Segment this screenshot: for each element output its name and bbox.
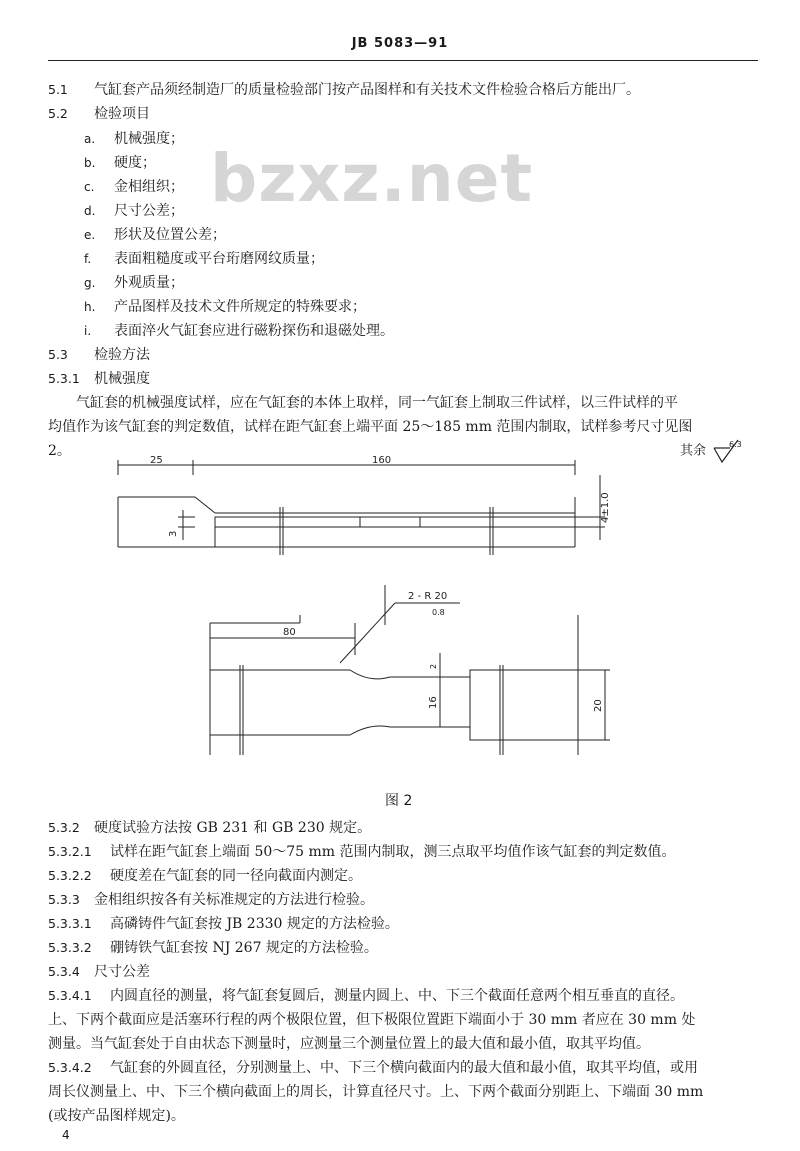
roughness-label: 其余 xyxy=(680,443,707,459)
dim-radius: 2 - R 20 xyxy=(408,591,448,602)
paragraph-line: 周长仪测量上、中、下三个横向截面上的周长，计算直径尺寸。上、下两个截面分别距上、下端面 30 mm xyxy=(48,1084,704,1100)
section-5-2 xyxy=(48,104,150,124)
list-item: i. 表面淬火气缸套应进行磁粉探伤和退磁处理。 xyxy=(84,323,394,339)
list-item: c. 金相组织； xyxy=(84,179,184,195)
dim-3: 3 xyxy=(168,530,179,537)
list-item: d. 尺寸公差； xyxy=(84,203,184,219)
paragraph-line: 气缸套的机械强度试样，应在气缸套的本体上取样，同一气缸套上制取三件试样，以三件试样的平 xyxy=(76,395,678,411)
list-item: f. 表面粗糙度或平台珩磨网纹质量； xyxy=(84,251,324,267)
page-number: 4 xyxy=(62,1128,70,1142)
section-5-3-2-2: 5.3.2.2 硬度差在气缸套的同一径向截面内测定。 xyxy=(48,868,362,884)
paragraph-line: (或按产品图样规定)。 xyxy=(48,1108,185,1124)
section-5-1 xyxy=(48,80,640,100)
section-5-3-4: 5.3.4 尺寸公差 xyxy=(48,964,150,980)
section-5-3-3: 5.3.3 金相组织按各有关标准规定的方法进行检验。 xyxy=(48,892,374,908)
dim-160: 160 xyxy=(372,455,392,466)
section-number: 5.2 xyxy=(48,106,68,121)
dim-25: 25 xyxy=(150,455,163,466)
roughness-value: 6.3 xyxy=(729,440,742,449)
section-5-3-3-2: 5.3.3.2 硼铸铁气缸套按 NJ 267 规定的方法检验。 xyxy=(48,940,378,956)
section-number: 5.3.1 xyxy=(48,371,80,386)
dim-20: 20 xyxy=(593,699,604,712)
list-item: g. 外观质量； xyxy=(84,275,184,291)
watermark: bzxz.net xyxy=(210,140,534,217)
dim-16: 16 xyxy=(428,696,439,709)
section-title: 检验方法 xyxy=(94,347,150,363)
figure-2-drawing xyxy=(0,455,800,795)
list-item: b. 硬度； xyxy=(84,155,156,171)
section-5-3 xyxy=(48,345,150,365)
dim-0-8: 0.8 xyxy=(432,608,445,617)
paragraph-line: 测量。当气缸套处于自由状态下测量时，应测量三个测量位置上的最大值和最小值，取其平均值。 xyxy=(48,1036,650,1052)
header-rule xyxy=(48,60,758,61)
standard-number-header: JB 5083—91 xyxy=(351,36,449,51)
list-item: e. 形状及位置公差； xyxy=(84,227,226,243)
section-number: 5.3 xyxy=(48,347,68,362)
section-5-3-2: 5.3.2 硬度试验方法按 GB 231 和 GB 230 规定。 xyxy=(48,820,372,836)
dim-thickness: 4±1.0 xyxy=(600,492,611,523)
dim-2: 2 xyxy=(429,663,438,669)
section-5-3-4-1: 5.3.4.1 内圆直径的测量，将气缸套复圆后，测量内圆上、中、下三个截面任意两个相互垂直的直径。 xyxy=(48,988,684,1004)
section-5-3-4-2: 5.3.4.2 气缸套的外圆直径，分别测量上、中、下三个横向截面内的最大值和最小值，取其平均值，或用 xyxy=(48,1060,698,1076)
paragraph-line: 2。 xyxy=(48,443,71,459)
list-item: h. 产品图样及技术文件所规定的特殊要求； xyxy=(84,299,366,315)
section-5-3-3-1: 5.3.3.1 高磷铸件气缸套按 JB 2330 规定的方法检验。 xyxy=(48,916,399,932)
section-number: 5.1 xyxy=(48,82,68,97)
section-text: 气缸套产品须经制造厂的质量检验部门按产品图样和有关技术文件检验合格后方能出厂。 xyxy=(94,82,640,98)
paragraph-line: 上、下两个截面应是活塞环行程的两个极限位置，但下极限位置距下端面小于 30 mm 者应在 30 mm 处 xyxy=(48,1012,696,1028)
section-5-3-1 xyxy=(48,369,150,389)
section-title: 检验项目 xyxy=(94,106,150,122)
paragraph-line: 均值作为该气缸套的判定数值，试样在距气缸套上端平面 25～185 mm 范围内制取，试样参考尺寸见图 xyxy=(48,419,693,435)
section-title: 机械强度 xyxy=(94,371,150,387)
dim-80: 80 xyxy=(283,627,296,638)
list-item: a. 机械强度； xyxy=(84,131,184,147)
section-5-3-2-1: 5.3.2.1 试样在距气缸套上端面 50～75 mm 范围内制取，测三点取平均值作该气缸套的判定数值。 xyxy=(48,844,676,860)
figure-caption: 图 2 xyxy=(385,793,413,809)
